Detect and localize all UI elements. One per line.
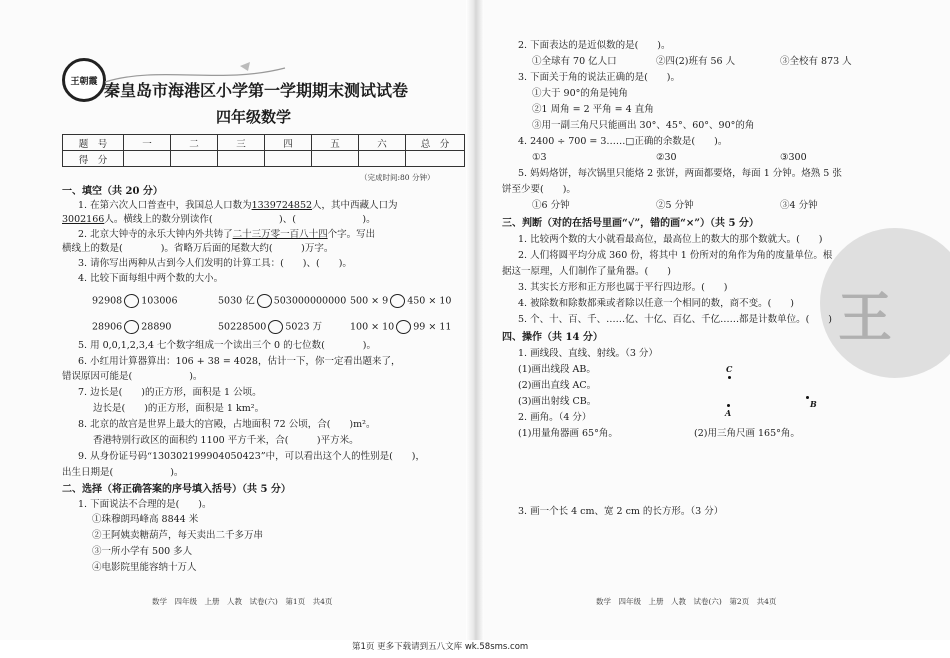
score-input-cell[interactable] [124,151,171,167]
logo-text: 王朝霞 [70,76,98,87]
question-6: 6. 小红用计算器算出：106 + 38 = 4028，估计一下，你一定看出题来了， [78,356,401,367]
compare-value: 99 × 11 [413,321,452,333]
operation-2: 2. 画角。（4 分） [518,412,592,423]
score-cell: 五 [312,135,359,151]
choice-5-option: ③4 分钟 [780,200,818,211]
section-2-heading: 二、选择（将正确答案的序号填入括号）（共 5 分） [62,484,291,495]
exam-title: 秦皇岛市海港区小学第一学期期末测试试卷 [104,81,409,100]
exam-subtitle: 四年级数学 [216,108,292,126]
judge-3: 3. 其实长方形和正方形也属于平行四边形。( ) [518,282,728,293]
compare-value: 92908 [92,295,123,307]
section-1-heading: 一、填空（共 20 分） [62,186,163,197]
choice-1-option: ④电影院里能容纳十万人 [92,562,197,573]
score-input-cell[interactable] [406,151,465,167]
operation-3: 3. 画一个长 4 cm、宽 2 cm 的长方形。（3 分） [518,506,724,517]
choice-2-option: ①全球有 70 亿人口 [532,56,617,67]
choice-4-option: ②30 [656,152,677,163]
q2-underlined: 二十三万零一百八十四 [232,229,328,240]
choice-5-option: ①6 分钟 [532,200,570,211]
q2-text-b: 个字。写出 [327,229,376,240]
watermark-stamp-text: 王 [838,286,892,349]
q1-text-a: 1. 在第六次人口普查中，我国总人口数为 [78,200,252,211]
score-cell: 一 [124,135,171,151]
right-footer: 数学 四年级 上册 人教 试卷(六) 第2页 共4页 [596,597,777,606]
choice-3-option: ②1 周角 = 2 平角 = 4 直角 [532,104,654,115]
choice-3: 3. 下面关于角的说法正确的是( )。 [518,72,680,83]
compare-circle[interactable] [124,320,139,334]
score-cell: 得 分 [63,151,124,167]
score-cell: 六 [359,135,406,151]
operation-1a: (1)画出线段 AB。 [518,364,596,375]
score-cell: 题 号 [63,135,124,151]
point-c-label: C [726,364,733,374]
choice-5-cont: 饼至少要( )。 [502,184,576,195]
compare-value: 5030 亿 [218,295,255,307]
score-input-cell[interactable] [312,151,359,167]
score-input-cell[interactable] [359,151,406,167]
compare-value: 5023 万 [285,321,323,333]
operation-1c: (3)画出射线 CB。 [518,396,597,407]
point-c [728,376,731,379]
choice-4-option: ③300 [780,152,807,163]
operation-1: 1. 画线段、直线、射线。（3 分） [518,348,658,359]
q2-text-a: 2. 北京大钟寺的永乐大钟内外共铸了 [78,229,233,240]
point-b-label: B [810,399,817,409]
section-3-heading: 三、判断（对的在括号里画“√”，错的画“×”）（共 5 分） [502,218,759,229]
compare-value: 28890 [141,321,172,333]
compare-value: 100 × 10 [350,321,395,333]
choice-5-option: ②5 分钟 [656,200,694,211]
choice-4-option: ①3 [532,152,547,163]
compare-value: 28906 [92,321,123,333]
score-cell: 总 分 [406,135,465,151]
compare-row-2c [350,320,451,334]
point-a-label: A [725,408,732,418]
question-4: 4. 比较下面每组中两个数的大小。 [78,273,224,284]
score-input-cell[interactable] [265,151,312,167]
score-cell: 三 [218,135,265,151]
choice-1: 1. 下面说法不合理的是( )。 [78,499,212,510]
score-value-row [63,151,465,167]
judge-4: 4. 被除数和除数都乘或者除以任意一个相同的数，商不变。( ) [518,298,794,309]
score-input-cell[interactable] [171,151,218,167]
choice-1-option: ③一所小学有 500 多人 [92,546,193,557]
choice-4: 4. 2400 ÷ 700 = 3……□正确的余数是( )。 [518,136,728,147]
compare-circle[interactable] [396,320,411,334]
q1-number-1: 1339724852 [251,200,313,211]
judge-2-cont: 据这一原理，人们制作了量角器。( ) [502,266,671,277]
choice-5: 5. 妈妈烙饼，每次锅里只能烙 2 张饼，两面都要烙，每面 1 分钟。烙熟 5 张 [518,168,842,179]
point-a [727,404,730,407]
compare-value: 50228500 [218,321,267,333]
compare-circle[interactable] [390,294,405,308]
question-2 [78,229,375,241]
q1-text-b: 人，其中西藏人口为 [312,200,398,211]
compare-circle[interactable] [257,294,272,308]
question-3: 3. 请你写出两种从古到今人们发明的计算工具：( )、( )。 [78,258,352,269]
q1-number-2: 3002166 [62,214,105,225]
score-cell: 二 [171,135,218,151]
time-note: （完成时间:80 分钟） [360,173,435,182]
compare-circle[interactable] [268,320,283,334]
question-7b: 边长是( )的正方形，面积是 1 km²。 [93,403,265,414]
section-4-heading: 四、操作（共 14 分） [502,332,603,343]
compare-circle[interactable] [124,294,139,308]
choice-1-option: ①珠穆朗玛峰高 8844 米 [92,514,199,525]
choice-2: 2. 下面表达的是近似数的是( )。 [518,40,671,51]
compare-row-1b [218,294,346,308]
compare-value: 103006 [141,295,178,307]
compare-value: 450 × 10 [407,295,452,307]
point-b [806,396,809,399]
compare-row-1c [350,294,451,308]
compare-row-2b [218,320,322,334]
question-9b: 出生日期是( )。 [62,467,184,478]
choice-2-option: ③全校有 873 人 [780,56,852,67]
question-2-cont: 横线上的数是( )。省略万后面的尾数大约( )万字。 [62,243,334,254]
operation-2b: (2)用三角尺画 165°角。 [694,428,800,439]
choice-1-option: ②王阿姨卖糖葫芦，每天卖出二千多万串 [92,530,264,541]
question-5: 5. 用 0,0,1,2,3,4 七个数字组成一个读出三个 0 的七位数( )。 [78,340,376,351]
question-1 [78,200,398,212]
question-8b: 香港特别行政区的面积约 1100 平方千米，合( )平方米。 [93,435,359,446]
compare-row-2a [92,320,171,334]
page-spine [466,0,484,640]
question-1-cont [62,214,376,226]
compare-row-1a [92,294,178,308]
score-header-row [63,135,465,151]
score-input-cell[interactable] [218,151,265,167]
judge-2: 2. 人们将圆平均分成 360 份，将其中 1 份所对的角作为角的度量单位。根 [518,250,833,261]
judge-1: 1. 比较两个数的大小就看最高位，最高位上的数大的那个数就大。( ) [518,234,823,245]
score-table [62,134,465,167]
left-footer: 数学 四年级 上册 人教 试卷(六) 第1页 共4页 [152,597,333,606]
operation-1b: (2)画出直线 AC。 [518,380,597,391]
judge-5: 5. 个、十、百、千、……亿、十亿、百亿、千亿……都是计数单位。( ) [518,314,832,325]
score-cell: 四 [265,135,312,151]
operation-2a: (1)用量角器画 65°角。 [518,428,618,439]
bottom-download-bar[interactable]: 第1页 更多下载请到五八文库 wk.58sms.com [352,642,529,652]
q1-text-c: 人。横线上的数分别读作( )、( )。 [104,214,376,225]
question-7a: 7. 边长是( )的正方形，面积是 1 公顷。 [78,387,262,398]
question-9a: 9. 从身份证号码“130302199904050423”中，可以看出这个人的性别是( )， [78,451,426,462]
compare-value: 500 × 9 [350,295,389,307]
choice-3-option: ①大于 90°的角是钝角 [532,88,628,99]
compare-value: 503000000000 [273,295,347,307]
choice-2-option: ②四(2)班有 56 人 [656,56,736,67]
choice-3-option: ③用一副三角尺只能画出 30°、45°、60°、90°的角 [532,120,755,131]
question-8a: 8. 北京的故宫是世界上最大的宫殿，占地面积 72 公顷，合( )m²。 [78,419,376,430]
question-6-cont: 错误原因可能是( )。 [62,371,203,382]
